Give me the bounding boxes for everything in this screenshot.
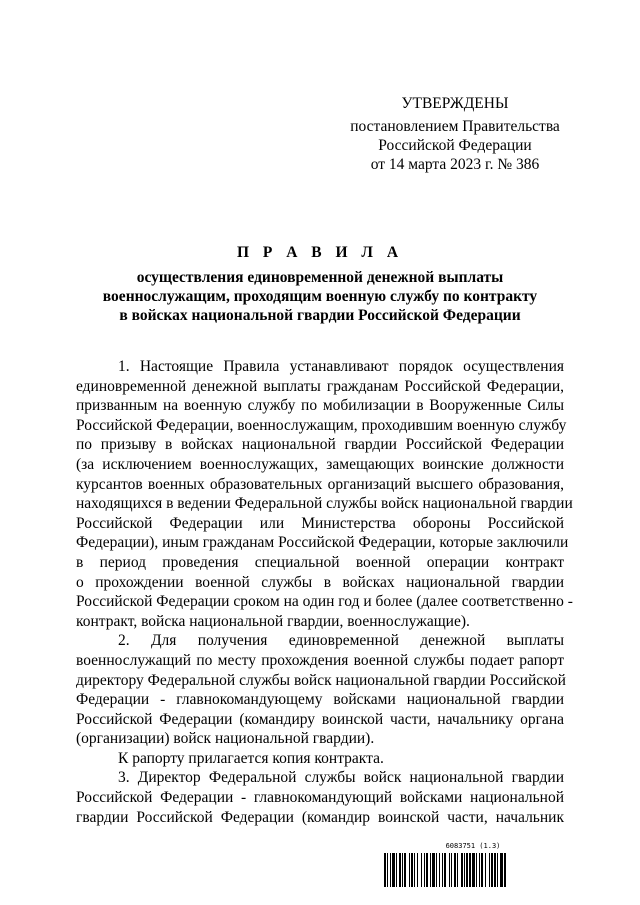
paragraph-line: в период проведения специальной военной операции контракт: [76, 553, 564, 571]
paragraph-line: единовременной денежной выплаты гражданам Российской Федерации,: [76, 377, 564, 395]
paragraph-line: призванным на военную службу по мобилизации в Вооруженные Силы: [76, 397, 564, 415]
document-subtitle: [90, 268, 550, 325]
subtitle-line: осуществления единовременной денежной выплаты: [136, 269, 504, 286]
paragraph-line: о прохождении военной службы в войсках национальной гвардии: [76, 573, 564, 591]
document-title: П Р А В И Л А: [236, 244, 404, 261]
paragraph-line: по призыву в войсках национальной гвардии Российской Федерации: [76, 436, 564, 454]
paragraph-line: военнослужащий по месту прохождения военной службы подает рапорт: [76, 651, 564, 669]
paragraph-line: (за исключением военнослужащих, замещающих воинские должности: [76, 455, 564, 473]
approval-line: Российской Федерации: [378, 137, 532, 154]
barcode-number: 6083751 (1.3): [445, 842, 501, 850]
subtitle-line: военнослужащим, проходящим военную службу по контракту: [102, 288, 538, 305]
approval-block: [330, 94, 580, 174]
paragraph-line: 2. Для получения единовременной денежной выплаты: [118, 632, 564, 650]
paragraph-line: находящихся в ведении Федеральной службы войск национальной гвардии: [76, 495, 573, 513]
barcode: [384, 842, 562, 888]
paragraph-line: 3. Директор Федеральной службы войск национальной гвардии: [118, 769, 564, 787]
paragraph-line: гвардии Российской Федерации (командир воинской части, начальник: [76, 808, 564, 826]
paragraph-line: Российской Федерации сроком на один год и более (далее соответственно -: [76, 593, 573, 611]
approval-heading: УТВЕРЖДЕНЫ: [401, 95, 509, 112]
subtitle-line: в войсках национальной гвардии Российской Федерации: [119, 307, 521, 324]
barcode-icon: [384, 853, 562, 887]
paragraph-line: курсантов военных образовательных организаций высшего образования,: [76, 475, 564, 493]
paragraph-line: К рапорту прилагается копия контракта.: [118, 749, 384, 767]
document-body: [76, 357, 573, 827]
paragraph-line: Российской Федерации - главнокомандующий войсками национальной: [76, 789, 564, 807]
paragraph-line: контракт, войска национальной гвардии, военнослужащие).: [76, 612, 470, 630]
paragraph-line: (организации) войск национальной гвардии).: [76, 730, 375, 748]
paragraph-line: Федерации), иным гражданам Российской Федерации, которые заключили: [76, 534, 569, 552]
paragraph-line: Российской Федерации, военнослужащим, проходившим военную службу: [76, 416, 567, 434]
paragraph-line: Российской Федерации (командиру воинской части, начальнику органа: [76, 710, 564, 728]
paragraph-line: директору Федеральной службы войск национальной гвардии Российской: [76, 671, 566, 689]
paragraph-line: 1. Настоящие Правила устанавливают порядок осуществления: [118, 358, 564, 375]
approval-date-number: от 14 марта 2023 г. № 386: [370, 156, 540, 173]
paragraph-line: Федерации - главнокомандующему войсками национальной гвардии: [76, 691, 564, 709]
approval-line: постановлением Правительства: [350, 118, 560, 135]
paragraph-line: Российской Федерации или Министерства обороны Российской: [76, 514, 564, 532]
